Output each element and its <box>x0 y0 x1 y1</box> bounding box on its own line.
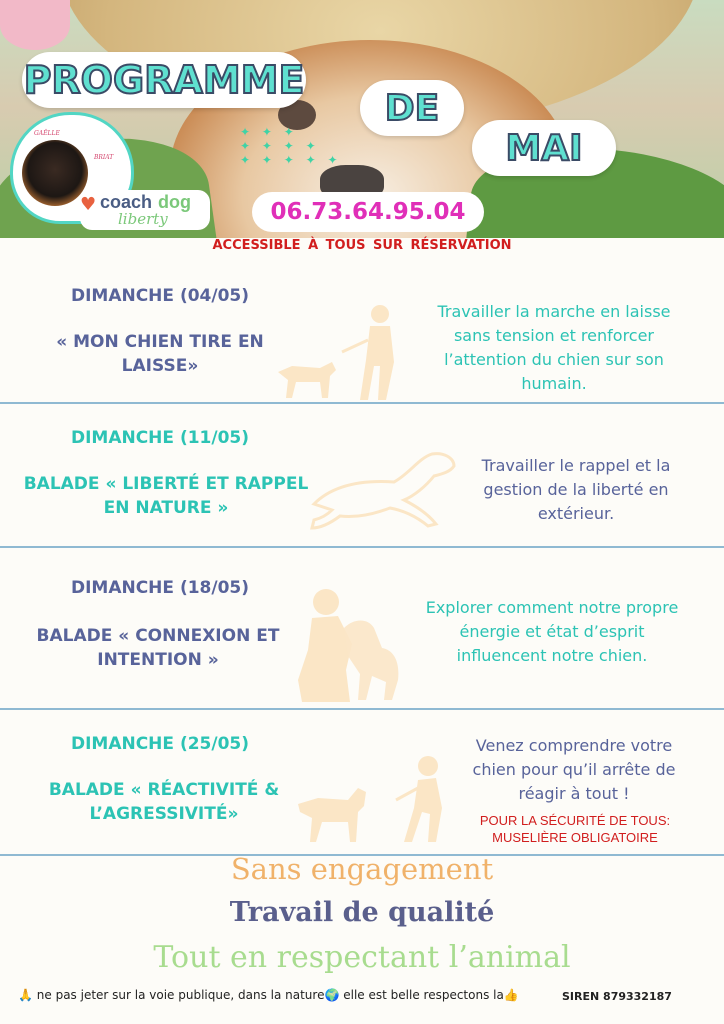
session-1-desc-line-4: humain. <box>521 374 587 393</box>
session-3-desc-line-1: Explorer comment notre propre <box>425 598 679 617</box>
session-2-theme-line-1: BALADE « LIBERTÉ ET RAPPEL <box>23 474 309 494</box>
disposal-note-part-1: ne pas jeter sur la voie publique, dans la nature <box>36 988 325 1002</box>
session-4-desc-line-3: réagir à tout ! <box>518 784 630 803</box>
session-1-date: DIMANCHE (04/05) <box>70 286 250 306</box>
disposal-note-part-2: elle est belle respectons la <box>343 988 504 1002</box>
session-1-description <box>398 300 710 396</box>
session-4-theme <box>14 778 314 826</box>
footer-no-commitment: Sans engagement <box>230 852 494 886</box>
rottweiler-logo-icon <box>22 140 88 206</box>
title-programme-pill <box>22 52 306 108</box>
session-1-desc-line-1: Travailler la marche en laisse <box>437 302 671 321</box>
title-word-de: DE <box>384 87 440 129</box>
session-3-desc-line-3: influencent notre chien. <box>456 646 648 665</box>
session-1-desc-line-3: l’attention du chien sur son <box>444 350 664 369</box>
siren-number: SIREN 879332187 <box>562 990 672 1003</box>
session-4-theme-line-1: BALADE « RÉACTIVITÉ & <box>48 780 280 800</box>
logo-brand-liberty: liberty <box>118 210 168 228</box>
logo-brand-coach: coach <box>100 192 153 212</box>
footer-respect-animal: Tout en respectant l’animal <box>153 940 571 975</box>
globe-icon: 🌍 <box>324 988 340 1002</box>
phone-number: 06.73.64.95.04 <box>270 199 466 225</box>
disposal-note <box>18 988 519 1002</box>
session-3-theme-line-2: INTENTION » <box>97 650 219 670</box>
butterflies-decoration: ✦ ✦ ✦ ✦ ✦ ✦ ✦ ✦ ✦ ✦ ✦ ✦ <box>240 125 342 167</box>
thumbs-up-icon: 👍 <box>503 988 519 1002</box>
session-4-date: DIMANCHE (25/05) <box>70 734 250 754</box>
safety-notice-line-1: POUR LA SÉCURITÉ DE TOUS: <box>479 813 671 828</box>
session-3-theme <box>6 624 310 672</box>
session-4-desc-line-2: chien pour qu’il arrête de <box>472 760 676 779</box>
logo-brand-dog: dog <box>158 192 191 212</box>
title-word-programme: PROGRAMME <box>23 58 305 102</box>
section-divider-3 <box>0 708 724 710</box>
safety-notice <box>440 812 710 846</box>
session-1-theme <box>10 330 310 378</box>
session-2-date: DIMANCHE (11/05) <box>70 428 250 448</box>
session-3-theme-line-1: BALADE « CONNEXION ET <box>36 626 280 646</box>
section-divider-1 <box>0 402 724 404</box>
session-1-desc-line-2: sans tension et renforcer <box>453 326 655 345</box>
safety-notice-line-2: MUSELIÈRE OBLIGATOIRE <box>492 830 658 845</box>
section-divider-2 <box>0 546 724 548</box>
session-2-desc-line-2: gestion de la liberté en <box>483 480 669 499</box>
folded-hands-icon: 🙏 <box>18 988 33 1002</box>
reactive-dog-and-person-icon <box>292 752 452 846</box>
session-2-theme <box>6 472 326 520</box>
session-4-description <box>440 734 708 806</box>
session-3-description <box>394 596 710 668</box>
flower-decoration <box>0 0 70 50</box>
logo-name-right: BRIAT <box>94 154 114 161</box>
session-4-theme-line-2: L’AGRESSIVITÉ» <box>89 804 239 824</box>
person-hugging-dog-icon <box>290 584 404 706</box>
accessibility-banner: ACCESSIBLE À TOUS SUR RÉSERVATION <box>212 238 512 253</box>
footer-quality-work: Travail de qualité <box>229 897 495 928</box>
person-walking-dog-icon <box>272 300 412 406</box>
session-3-desc-line-2: énergie et état d’esprit <box>459 622 645 641</box>
title-word-mai: MAI <box>505 127 583 169</box>
title-mai-pill <box>472 120 616 176</box>
title-de-pill <box>360 80 464 136</box>
session-2-desc-line-3: extérieur. <box>537 504 615 523</box>
session-2-theme-line-2: EN NATURE » <box>103 498 229 518</box>
logo-name-top: GAËLLE <box>34 130 60 137</box>
heart-icon: ♥ <box>80 194 97 215</box>
session-2-desc-line-1: Travailler le rappel et la <box>481 456 671 475</box>
running-dog-icon <box>304 444 460 532</box>
session-1-theme-line-2: LAISSE» <box>121 356 199 376</box>
phone-pill <box>252 192 484 232</box>
session-3-date: DIMANCHE (18/05) <box>70 578 250 598</box>
session-2-description <box>444 454 708 526</box>
session-4-desc-line-1: Venez comprendre votre <box>475 736 673 755</box>
session-1-theme-line-1: « MON CHIEN TIRE EN <box>56 332 264 352</box>
